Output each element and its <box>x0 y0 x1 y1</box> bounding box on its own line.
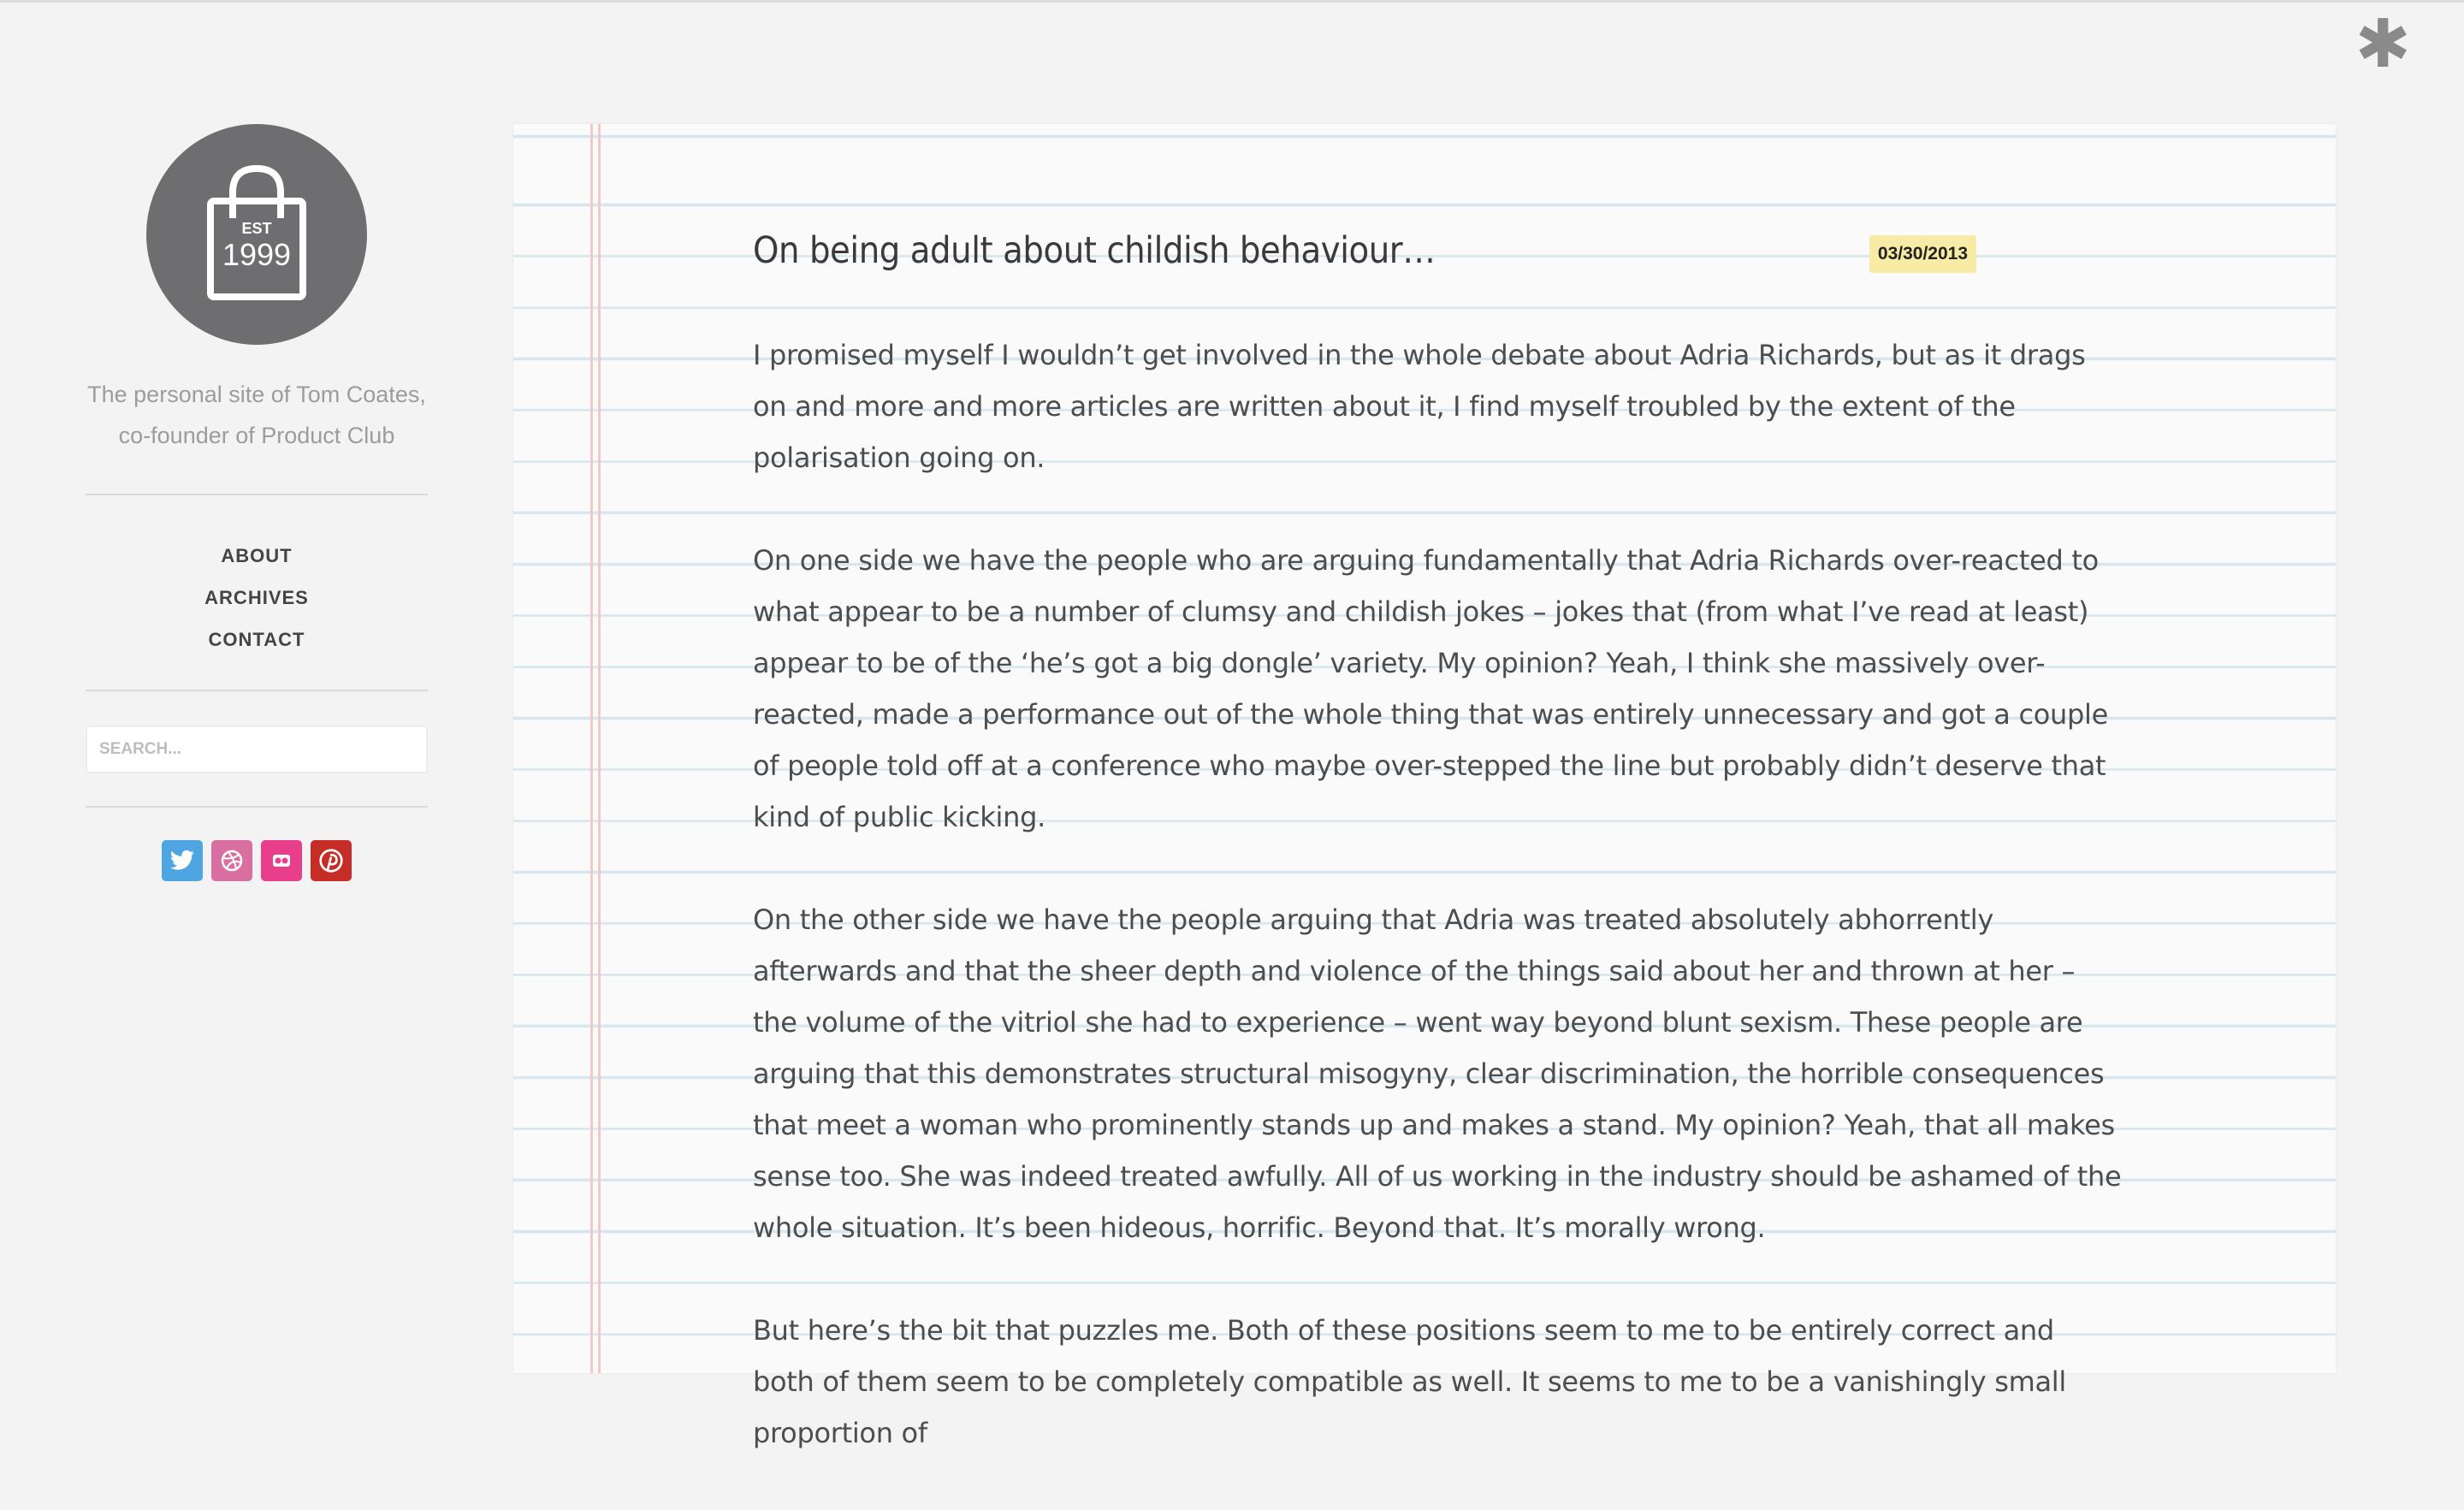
post-paragraph: But here’s the bit that puzzles me. Both of these positions seem to me to be entirely correct and both of them seem to be completely compatible as well. It seems to me to be a vanishingly small proportion of <box>753 1314 2066 1449</box>
nav-contact[interactable]: CONTACT <box>208 629 305 650</box>
nav-archives[interactable]: ARCHIVES <box>204 587 309 608</box>
post-paper <box>513 124 2336 1449</box>
flickr-icon[interactable] <box>261 840 302 881</box>
post-paragraph: I promised myself I wouldn’t get involved in the whole debate about Adria Richards, but as it drags on and more and more articles are written about it, I find myself troubled by the extent of the polarisation going on. <box>753 339 2086 474</box>
nav-about[interactable]: ABOUT <box>221 545 293 566</box>
divider <box>86 494 428 495</box>
post-title[interactable]: On being adult about childish behaviour… <box>753 229 1436 272</box>
main-nav <box>86 535 428 660</box>
logo-year-text: 1999 <box>222 237 292 272</box>
post-body <box>753 329 2122 1510</box>
tagline-line-2: co-founder of Product Club <box>118 423 395 448</box>
post-date-badge: 03/30/2013 <box>1869 235 1976 273</box>
site-logo[interactable] <box>146 124 367 345</box>
shopping-bag-icon <box>146 124 367 345</box>
logo-est-text: EST <box>241 220 272 237</box>
dribbble-icon[interactable] <box>211 840 252 881</box>
search-input[interactable] <box>86 725 428 773</box>
sidebar <box>86 124 428 881</box>
pinterest-icon[interactable] <box>311 840 352 881</box>
tagline-line-1: The personal site of Tom Coates, <box>87 382 426 407</box>
twitter-icon[interactable] <box>162 840 203 881</box>
site-tagline <box>86 374 428 456</box>
divider <box>86 806 428 808</box>
social-links <box>86 840 428 881</box>
asterisk-icon[interactable]: ✱ <box>2354 6 2411 83</box>
post-header <box>753 225 2156 276</box>
divider <box>86 690 428 691</box>
post-paragraph: On one side we have the people who are arguing fundamentally that Adria Richards over-reacted to what appear to be a number of clumsy and childish jokes – jokes that (from what I’ve read at least) appear to be of the ‘he’s got a big dongle’ variety. My opinion? Yeah, I think she massively over-reacted, made a performance out of the whole thing that was entirely unnecessary and got a couple of people told off at a conference who maybe over-stepped the line but probably didn’t deserve that kind of public kicking. <box>753 544 2108 833</box>
post-paragraph: On the other side we have the people arguing that Adria was treated absolutely abhorrently afterwards and that the sheer depth and violence of the things said about her and thrown at her – the volume of the vitriol she had to experience – went way beyond blunt sexism. These people are arguing that this demonstrates structural misogyny, clear discrimination, the horrible consequences that meet a woman who prominently stands up and makes a stand. My opinion? Yeah, that all makes sense too. She was indeed treated awfully. All of us working in the industry should be ashamed of the whole situation. It’s been hideous, horrific. Beyond that. It’s morally wrong. <box>753 903 2122 1244</box>
